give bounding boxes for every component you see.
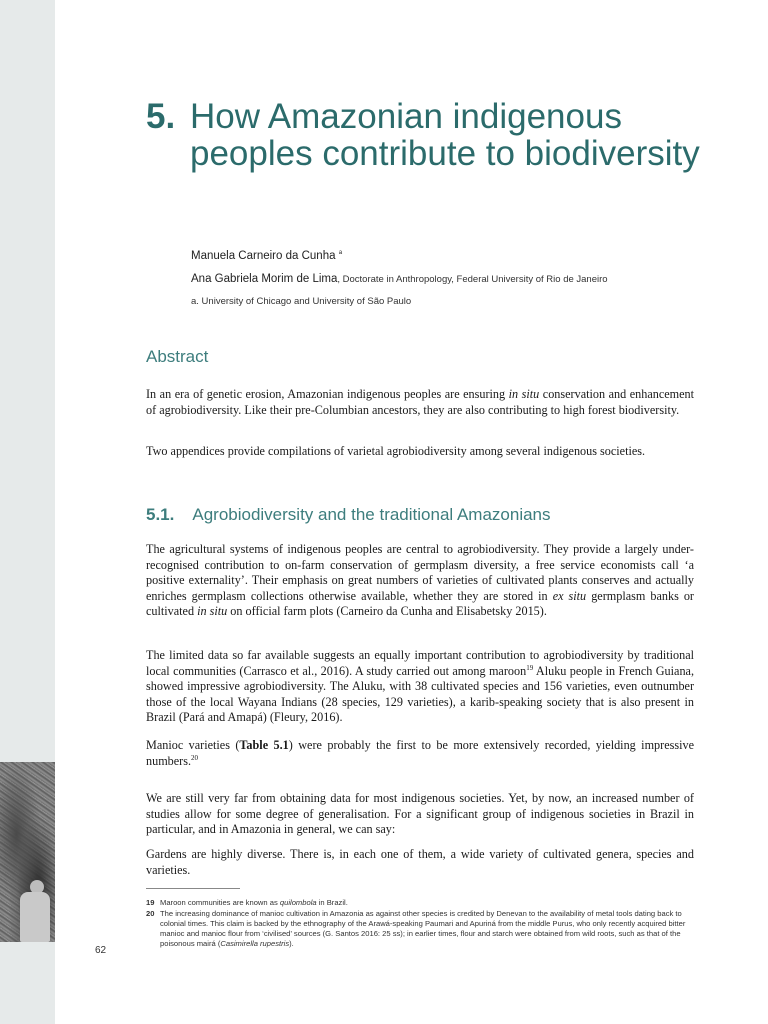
chapter-title xyxy=(146,98,706,172)
affiliation-note: a. University of Chicago and University of São Paulo xyxy=(191,295,412,307)
page-number: 62 xyxy=(95,945,107,956)
footnote-ref: 19 xyxy=(526,663,534,672)
text-run: ) were probably the first to be more extensively recorded, yielding impressive numbers. xyxy=(146,738,694,768)
abstract-paragraph-1 xyxy=(146,387,694,418)
body-paragraph-4: We are still very far from obtaining data for most indigenous societies. Yet, by now, an increased number of studies allow for some degree of generalisation. For a significant group of indigenous societies in Brazil in particular, and in Amazonia in general, we can say: xyxy=(146,791,694,837)
author-affiliation-marker: a xyxy=(338,250,343,256)
body-paragraph-5: Gardens are highly diverse. There is, in each one of them, a wide variety of cultivated genera, species and varieties. xyxy=(146,847,694,877)
text-run: ). xyxy=(289,939,294,948)
author-name: Manuela Carneiro da Cunha xyxy=(191,249,336,262)
text-run: Aluku people in French Guiana, showed impressive agrobiodiversity. The Aluku, with 38 cultivated species and 156 varieties, even outnumber those of the local Wayana Indians (28 species, 129 varieties), a karib-speaking society that is also present in Brazil (Pará and Amapá) (Fleury, 2016). xyxy=(146,663,695,725)
body-paragraph-3 xyxy=(146,738,694,769)
text-run: Manioc varieties ( xyxy=(146,738,240,752)
text-run: Maroon communities are known as xyxy=(160,898,280,907)
body-paragraph-1 xyxy=(146,542,694,620)
author-affiliation: , Doctorate in Anthropology, Federal University of Rio de Janeiro xyxy=(337,273,608,285)
chapter-title-text: How Amazonian indigenous peoples contribute to biodiversity xyxy=(190,97,700,173)
body-paragraph-2 xyxy=(146,648,694,726)
italic-run: in situ xyxy=(508,387,540,401)
table-reference: Table 5.1 xyxy=(239,738,289,752)
text-run: germplasm banks or cultivated xyxy=(146,588,694,619)
footnote-20 xyxy=(146,909,694,949)
footnotes xyxy=(146,898,694,950)
author-block xyxy=(191,246,711,308)
abstract-heading: Abstract xyxy=(146,347,209,366)
italic-run: Casimirella rupestris xyxy=(220,939,290,948)
italic-run: ex situ xyxy=(552,588,587,603)
text-run: The agricultural systems of indigenous peoples are central to agrobiodiversity. They provide a largely under-recognised contribution to on-farm conservation of germplasm diversity, a free service economists call ‘a positive externality’. Their emphasis on great numbers of varieties of cultivated plants conserves and actually enriches germplasm collections otherwise available, whether they are stored in xyxy=(146,542,694,603)
text-run: In an era of genetic erosion, Amazonian indigenous peoples are ensuring xyxy=(146,387,509,401)
section-title: Agrobiodiversity and the traditional Amazonians xyxy=(192,505,551,524)
footnote-ref: 20 xyxy=(191,753,199,762)
photo-figure-body xyxy=(20,892,50,942)
author-name: Ana Gabriela Morim de Lima xyxy=(191,272,338,285)
footnote-number: 20 xyxy=(146,909,155,918)
italic-run: quilombola xyxy=(279,898,317,907)
footnote-number: 19 xyxy=(146,898,155,907)
text-run: on official farm plots (Carneiro da Cunha and Elisabetsky 2015). xyxy=(227,604,547,619)
text-run: The limited data so far available suggests an equally important contribution to agrobiodiversity by traditional local communities (Carrasco et al., 2016). A study carried out among maroon xyxy=(146,648,694,678)
text-run: The increasing dominance of manioc cultivation in Amazonia as against other species is credited by Denevan to the availability of metal tools dating back to colonial times. This claim is backed by the ethnography of the Arawá-speaking Paumari and Apuriná from the middle Purus, who only recently acquired bitter manioc and manioc flour from ‘civilised’ sources (G. Santos 2016: 25 ss); in earlier times, flour and starch were obtained from wild roots, such as that of the poisonous mairá ( xyxy=(160,909,686,948)
abstract-paragraph-2: Two appendices provide compilations of varietal agrobiodiversity among several indigenous societies. xyxy=(146,444,646,458)
author-2 xyxy=(191,272,711,287)
footnote-divider xyxy=(146,888,240,889)
margin-photo xyxy=(0,762,55,942)
text-run: in Brazil. xyxy=(316,898,348,907)
chapter-number: 5. xyxy=(146,97,176,136)
author-1 xyxy=(191,246,711,263)
section-heading xyxy=(146,505,551,525)
footnote-19 xyxy=(146,898,694,908)
section-number: 5.1. xyxy=(146,505,175,524)
text-run: conservation and enhancement of agrobiodiversity. Like their pre-Columbian ancestors, they are also contributing to high forest biodiversity. xyxy=(146,387,695,417)
italic-run: in situ xyxy=(197,604,228,619)
